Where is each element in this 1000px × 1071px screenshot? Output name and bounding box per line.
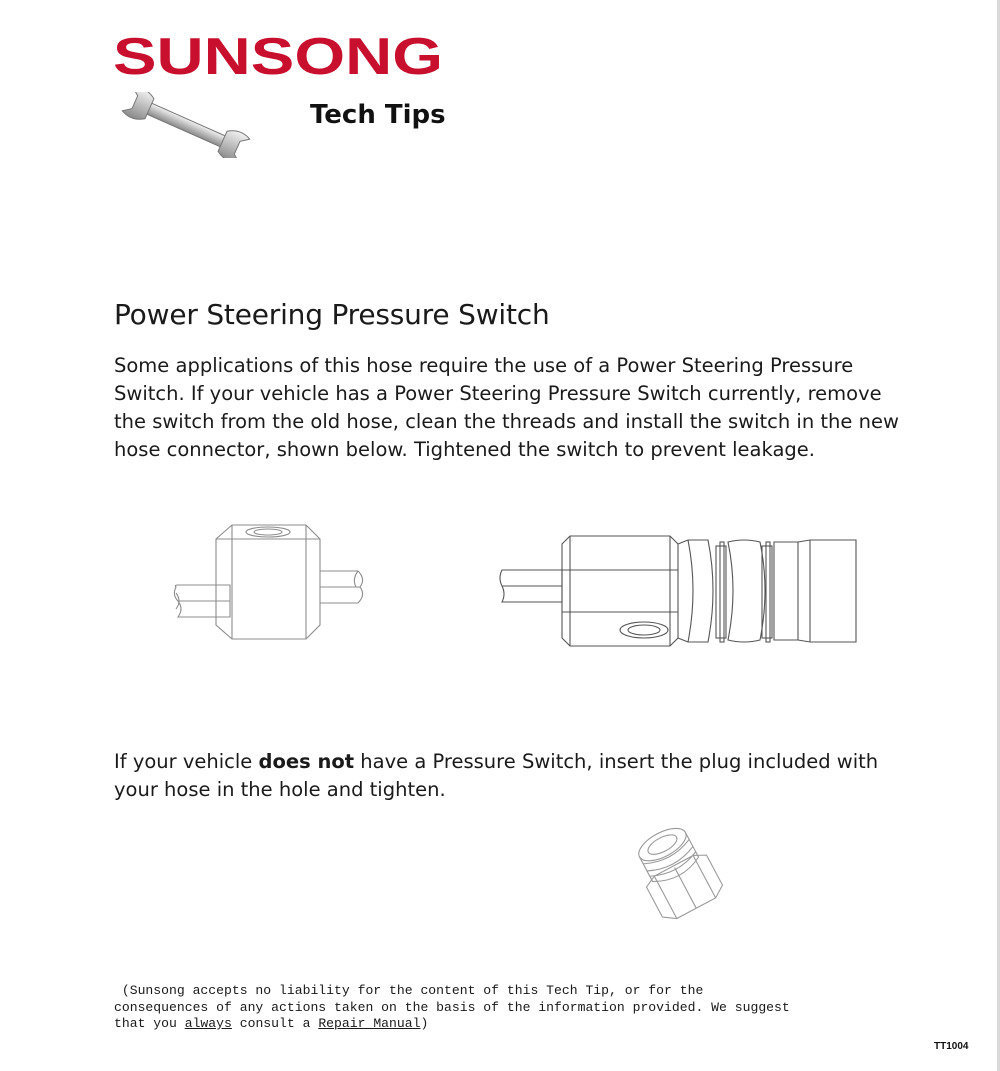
disclaimer-line-2: consequences of any actions taken on the basis of the information provided. We suggest	[114, 999, 790, 1015]
plug-instruction-before: If your vehicle	[114, 750, 259, 773]
wrench-icon	[116, 92, 256, 158]
section-heading: Power Steering Pressure Switch	[114, 298, 550, 331]
hex-nut-fitting-icon	[170, 515, 370, 645]
repair-manual-link: Repair Manual	[318, 1016, 421, 1031]
disclaimer-line-1: (Sunsong accepts no liability for the content of this Tech Tip, or for the	[114, 983, 704, 998]
plug-instruction-paragraph	[114, 748, 914, 804]
disclaimer-line-3b: consult a	[231, 1016, 319, 1031]
plug-icon	[635, 805, 750, 923]
liability-disclaimer	[114, 983, 894, 1033]
disclaimer-line-3c: )	[420, 1016, 429, 1031]
plug-instruction-emphasis: does not	[258, 750, 355, 773]
disclaimer-always: always	[184, 1016, 232, 1031]
instruction-paragraph: Some applications of this hose require the use of a Power Steering Pressure Switch. If your vehicle has a Power Steering Pressure Switch currently, remove the switch from the old hose, clean the threads and install the switch in the new hose connector, shown below. Tightened the switch to prevent leakage.	[114, 354, 899, 461]
plug-instruction-after: have a Pressure Switch, insert the plug included with your hose in the hole and tighten.	[114, 750, 879, 801]
page-subtitle: Tech Tips	[310, 100, 446, 130]
disclaimer-line-3a: that you	[114, 1016, 185, 1031]
document-code: TT1004	[934, 1041, 969, 1052]
hose-connector-icon	[498, 530, 860, 652]
sunsong-logo	[113, 28, 445, 80]
logo-text: SUNSONG	[113, 28, 443, 80]
